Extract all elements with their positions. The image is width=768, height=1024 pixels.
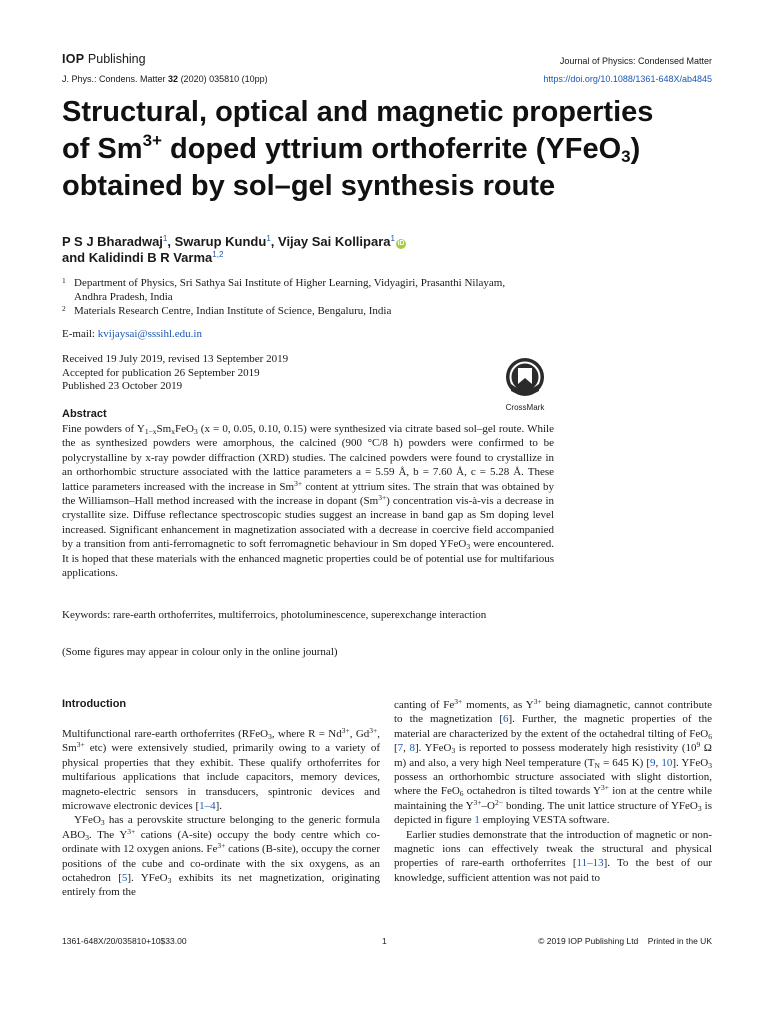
reference-link[interactable]: 8 — [409, 742, 415, 755]
colour-note: (Some figures may appear in colour only in the online journal) — [62, 646, 338, 658]
citation: J. Phys.: Condens. Matter 32 (2020) 035810 (10pp) — [62, 74, 268, 84]
crossmark-badge[interactable] — [494, 357, 556, 412]
body-column-left — [62, 727, 380, 900]
body-column-right — [394, 698, 712, 885]
abstract-body: Fine powders of $Y_{1-x}Sm_xFeO_3$ (x = 0, 0.05, 0.10, 0.15) were synthesized via citrate based sol–gel route. While the as synthesized powders were amorphous, the calcined (900 °C/8 h) powders were confirmed to be polycrystalline by x-ray powder diffraction (XRD) studies. The calcined powders were found to crystallize in an orthorhombic structure associated with the lattice parameters a = 5.59 Å, b = 7.60 Å, c = 5.28 Å. These lattice parameters increased with the increase in $Sm^{3+}$ content at yttrium sites. The strain that was obtained by the Williamson–Hall method increased with the increase in dopant $(Sm^{3+})$ concentration vis-à-vis a decrease in crystallite size. Diffuse reflectance spectroscopic studies suggest an increase in band gap as Sm doping level increased. Significant enhancement in magnetization associated with a decrease in coercive field accompanied by a transition from anti-ferromagnetic to soft ferromagnetic behaviour in Sm doped YFeO$_3$ were encountered. It is hoped that these materials with the enhanced magnetic properties could be of potential use for multifarious applications. — [62, 423, 555, 580]
affiliation: 2 Materials Research Centre, Indian Institute of Science, Bengaluru, India — [62, 304, 392, 317]
footer-issn: 1361-648X/20/035810+10$33.00 — [62, 936, 187, 946]
crossmark-icon — [505, 357, 545, 397]
publication-dates: Received 19 July 2019, revised 13 September 2019 Accepted for publication 26 September 2019 Published 23 October 2019 — [62, 353, 289, 392]
reference-link[interactable]: 1–4 — [199, 800, 216, 813]
reference-link[interactable]: 10 — [661, 756, 673, 769]
email-link[interactable]: kvijaysai@sssihl.edu.in — [97, 328, 202, 340]
footer-copyright: © 2019 IOP Publishing Ltd Printed in the UK — [538, 936, 712, 946]
abstract-heading: Abstract — [62, 408, 107, 420]
reference-link[interactable]: 7 — [397, 742, 404, 755]
publisher-logo: IOP Publishing — [62, 52, 146, 66]
paragraph: Multifunctional rare-earth orthoferrites (RFeO$_3$, where $R = Nd^{3+}$, $Gd^{3+}$, $Sm^{3+}$ etc) were extensively studied, primarily owing to a variety of physical properties that they exhibit. These qualify orthoferrites for multifarious applications that include capacitors, memory devices, magneto-electric sensors in transducers, spintronic devices and microwave electronic devices [1–4]. — [62, 726, 380, 813]
author-list: P S J Bharadwaj$^1$, Swarup Kundu$^1$, Vijay Sai Kollipara$^1$iD and Kalidindi B R Varma$^{1,2}$ — [62, 234, 405, 265]
orcid-icon[interactable]: iD — [397, 240, 405, 247]
keywords: Keywords: rare-earth orthoferrites, multiferroics, photoluminescence, superexchange interaction — [62, 609, 487, 621]
introduction-heading: Introduction — [62, 698, 127, 710]
paragraph: YFeO$_3$ has a perovskite structure belonging to the generic formula $ABO_3$. The $Y^{3+}$ cations (A-site) occupy the body centre which co-ordinate with 12 oxygen anions. $Fe^{3+}$ cations (B-site), occupy the corner positions of the cube and co-ordinate with the six oxygens, as an octahedron [5]. YFeO$_3$ exhibits its net magnetization, originating entirely from the — [62, 814, 381, 899]
email-line: E-mail: kvijaysai@sssihl.edu.in — [62, 328, 202, 340]
figure-link[interactable]: 1 — [474, 814, 480, 827]
journal-name: Journal of Physics: Condensed Matter — [559, 56, 712, 66]
reference-link[interactable]: 5 — [121, 872, 128, 885]
doi-link[interactable]: https://doi.org/10.1088/1361-648X/ab4845 — [543, 74, 712, 84]
crossmark-label: CrossMark — [505, 403, 545, 412]
affiliation: 1 Department of Physics, Sri Sathya Sai Institute of Higher Learning, Vidyagiri, Prasanthi Nilayam, Andhra Pradesh, India — [62, 276, 506, 303]
reference-link[interactable]: 11–13 — [576, 857, 604, 870]
paragraph: canting of $Fe^{3+}$ moments, as $Y^{3+}$ being diamagnetic, cannot contribute to the magnetization [6]. Further, the magnetic properties of the material are characterized by the extent of the octahedral tilting of FeO$_6$ [7, 8]. YFeO$_3$ is reported to possess moderately high resistivity ($10^9$ Ω m) and also, a very high Neel temperature ($T_N = 645$ K) [9, 10]. YFeO$_3$ possess an orthorhombic structure associated with slight distortion, where the FeO$_6$ octahedron is tilted towards $Y^{3+}$ ion at the centre while maintaining the $Y^{3+}-O^{2-}$ bonding. The unit lattice structure of YFeO$_3$ is depicted in figure 1 employing VESTA software. — [394, 697, 713, 827]
paragraph: Earlier studies demonstrate that the introduction of magnetic or non-magnetic ions can effectively tweak the structural and physical properties of rare-earth orthoferrites [11–13]. To the best of our knowledge, sufficient attention was not paid to — [394, 828, 712, 884]
page-number: 1 — [382, 936, 387, 946]
paper-title: Structural, optical and magnetic properties of $Sm^{3+}$ doped yttrium orthoferrite (YFeO$_3$) obtained by sol–gel synthesis route — [62, 96, 654, 202]
reference-link[interactable]: 6 — [503, 713, 509, 726]
reference-link[interactable]: 9 — [650, 756, 656, 769]
